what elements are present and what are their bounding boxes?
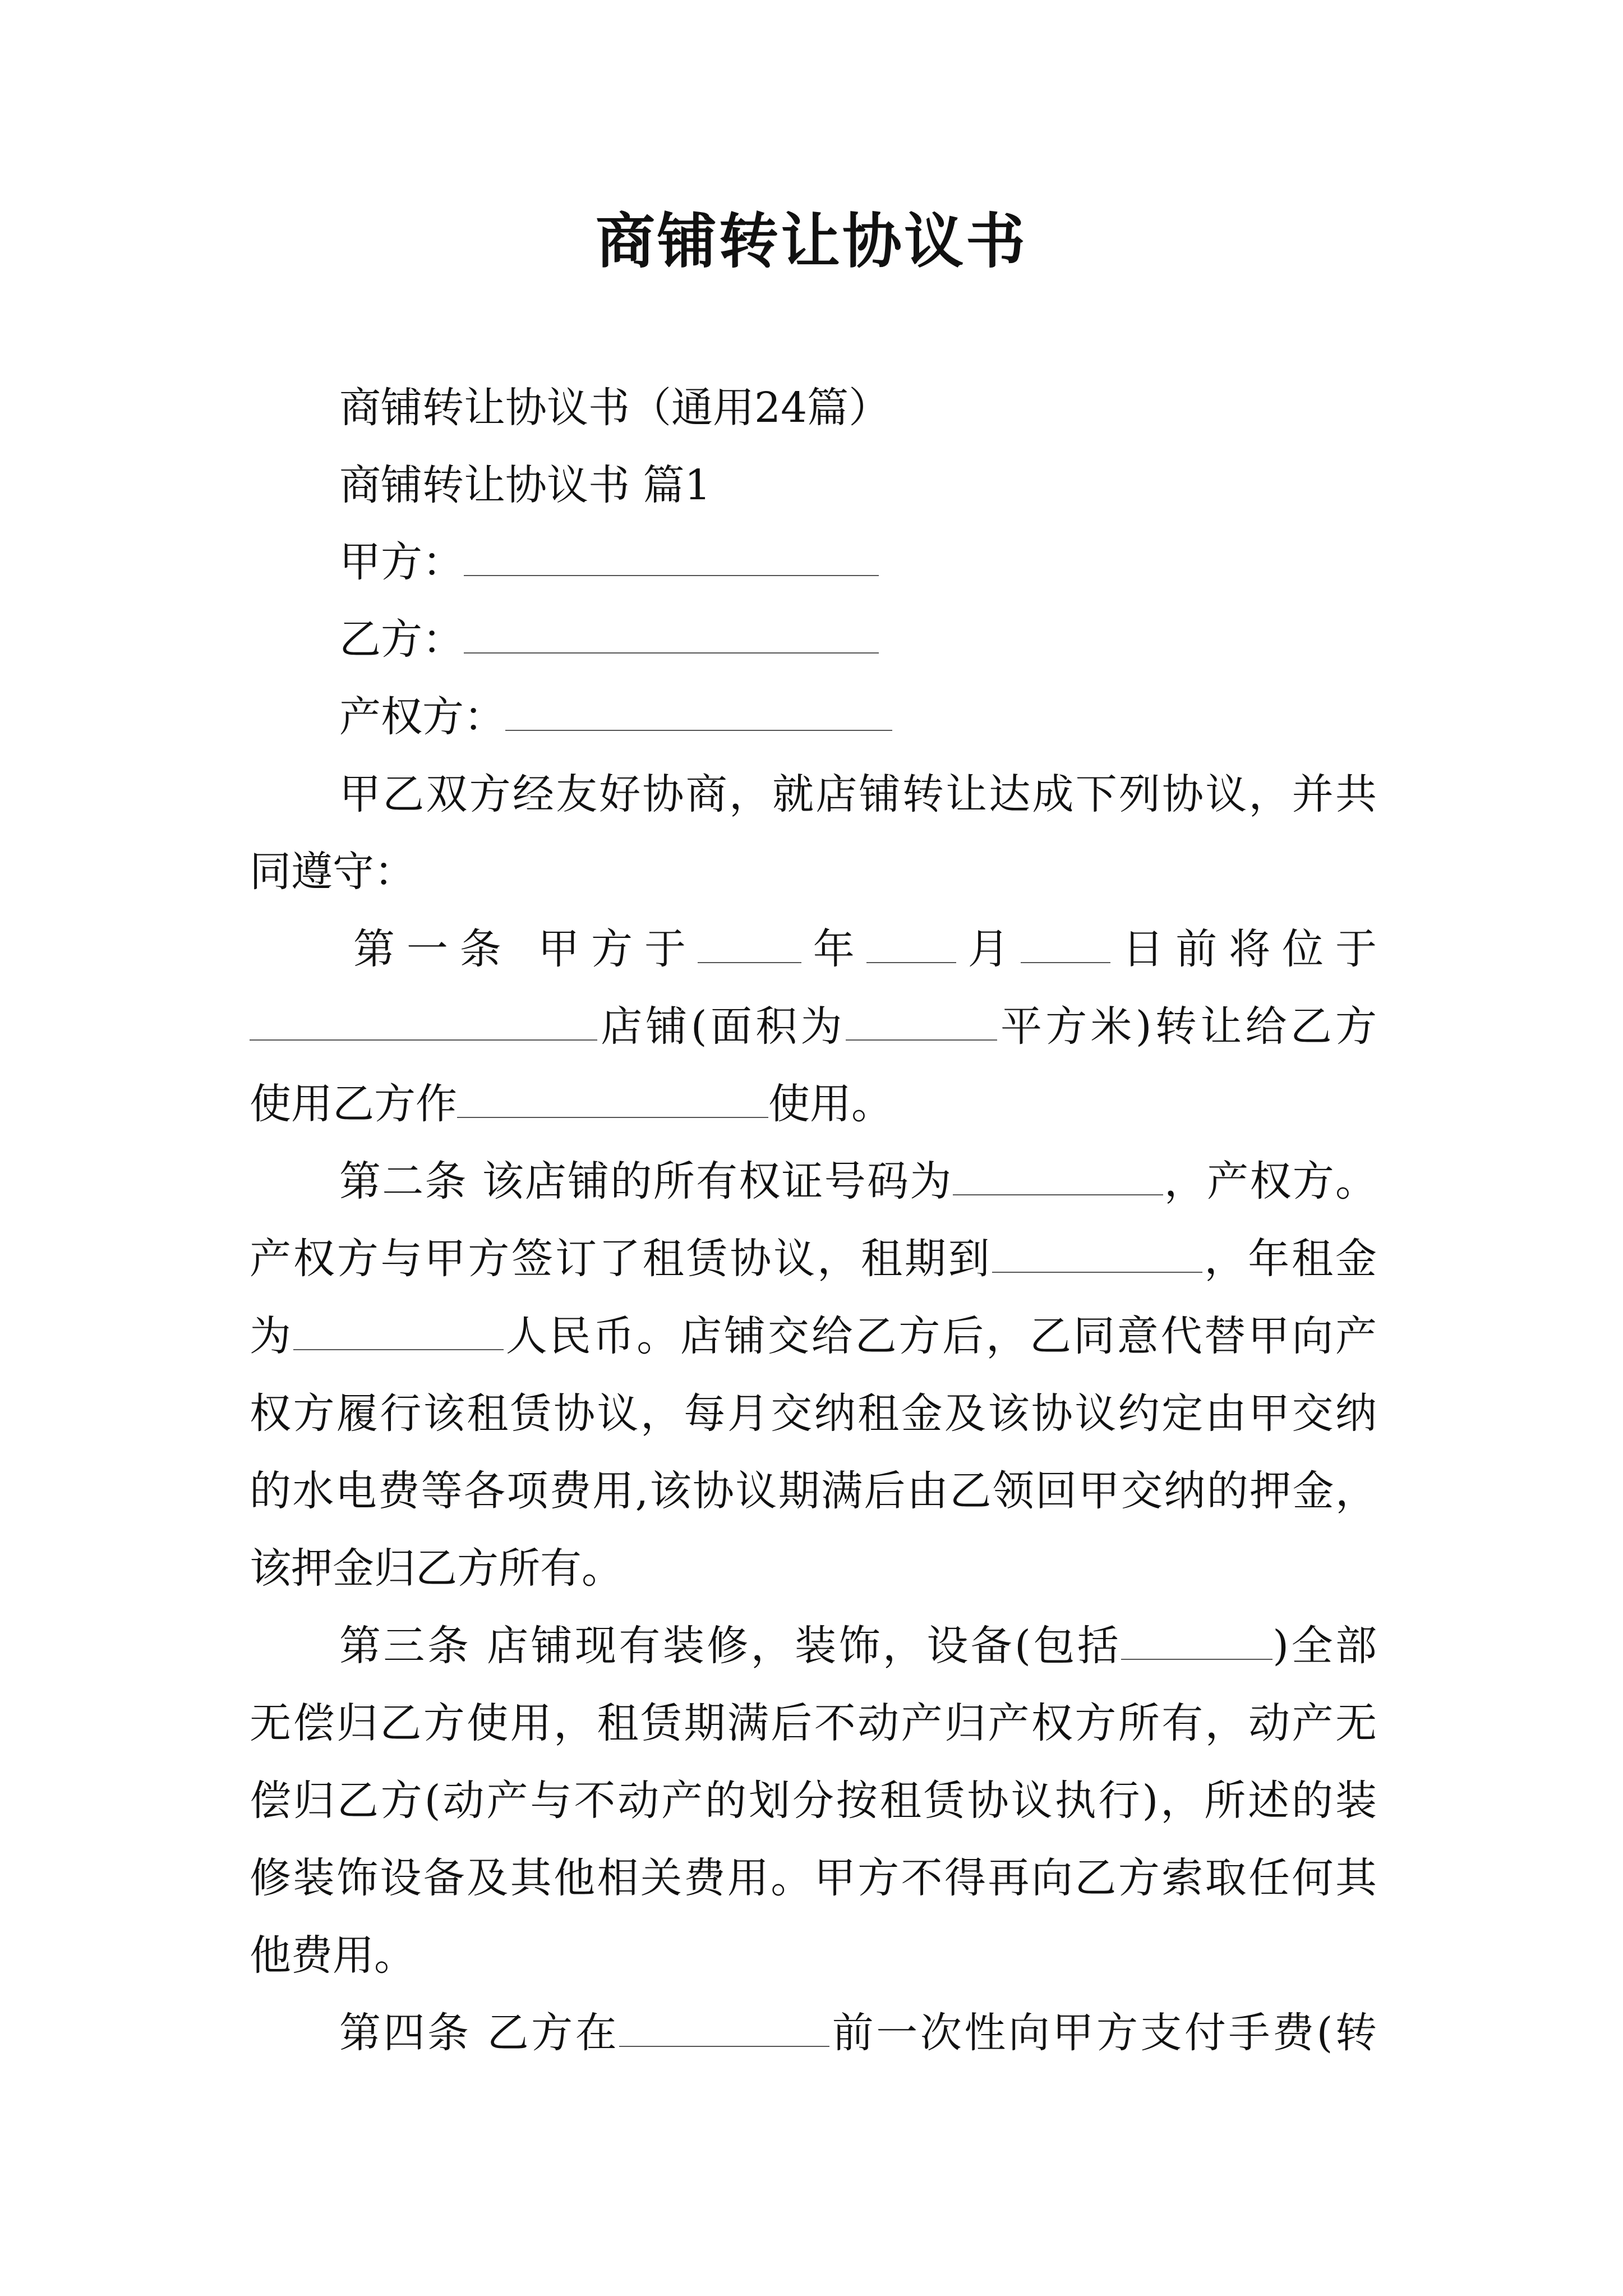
article-3-text-f: 他费用。: [250, 1931, 416, 1980]
article-1-text-f: 平方米)转让给乙方: [997, 1002, 1377, 1051]
article-2-line-6: [250, 1540, 1377, 1596]
purpose-blank: [457, 1083, 768, 1118]
article-3-text-e: 修装饰设备及其他相关费用。甲方不得再向乙方索取任何其: [250, 1854, 1377, 1902]
article-1-text-b: 年: [801, 925, 866, 973]
owner-line: [339, 689, 1377, 745]
article-4-text-a: 第四条 乙方在: [339, 2009, 620, 2057]
article-2-text-i: 该押金归乙方所有。: [250, 1544, 623, 1593]
payment-date-blank: [619, 2012, 829, 2047]
year-blank: [698, 928, 801, 963]
party-a-line: [339, 534, 1377, 590]
party-b-label: 乙方：: [339, 615, 464, 664]
article-1-text-a: 第一条 甲方于: [353, 925, 698, 973]
owner-label: 产权方：: [339, 693, 505, 741]
article-3-text-b: )全部: [1272, 1622, 1377, 1670]
article-1-line-2: [250, 999, 1377, 1055]
owner-blank: [505, 696, 892, 731]
article-2-text-c: 产权方与甲方签订了租赁协议，租期到: [250, 1235, 992, 1283]
document-title: 商铺转让协议书: [596, 206, 1027, 276]
chapter-text: 商铺转让协议书 篇1: [339, 461, 711, 509]
intro-text-2: 同遵守：: [250, 848, 416, 896]
intro-text-1: 甲乙双方经友好协商，就店铺转让达成下列协议，并共: [339, 770, 1377, 818]
article-2-line-2: [250, 1231, 1377, 1287]
article-3-text-a: 第三条 店铺现有装修，装饰，设备(包括: [339, 1622, 1122, 1670]
party-a-blank: [464, 541, 879, 576]
party-a-label: 甲方：: [339, 538, 464, 586]
article-1-text-e: 店铺(面积为: [597, 1002, 846, 1051]
article-3-text-c: 无偿归乙方使用，租赁期满后不动产归产权方所有，动产无: [250, 1699, 1377, 1747]
article-4-text-b: 前一次性向甲方支付手费(转: [829, 2009, 1377, 2057]
article-2-line-3: [250, 1308, 1377, 1364]
certificate-blank: [953, 1161, 1163, 1195]
intro-line-2: [250, 844, 1377, 900]
article-3-line-5: [250, 1927, 1377, 1984]
article-3-line-2: [250, 1695, 1377, 1751]
chapter-heading: [339, 457, 1377, 513]
article-1-text-h: 使用。: [768, 1080, 893, 1128]
day-blank: [1021, 928, 1110, 963]
party-b-blank: [464, 619, 879, 654]
article-2-text-h: 的水电费等各项费用,该协议期满后由乙领回甲交纳的押金，: [250, 1467, 1377, 1515]
article-2-text-a: 第二条 该店铺的所有权证号码为: [339, 1157, 953, 1205]
lease-term-blank: [992, 1238, 1202, 1273]
article-4-line-1: [339, 2005, 1377, 2061]
month-blank: [866, 928, 956, 963]
article-1-line-3: [250, 1076, 1377, 1132]
article-3-text-d: 偿归乙方(动产与不动产的划分按租赁协议执行)，所述的装: [250, 1777, 1377, 1825]
article-2-line-5: [250, 1463, 1377, 1519]
intro-line-1: [339, 766, 1377, 822]
article-1-line-1: [353, 921, 1377, 977]
equipment-blank: [1121, 1625, 1272, 1660]
article-3-line-4: [250, 1850, 1377, 1906]
subtitle-text: 商铺转让协议书（通用24篇）: [339, 384, 891, 432]
article-2-line-4: [250, 1386, 1377, 1442]
area-blank: [846, 1006, 997, 1041]
party-b-line: [339, 611, 1377, 668]
article-1-text-g: 使用乙方作: [250, 1080, 457, 1128]
article-3-line-1: [339, 1618, 1377, 1674]
article-2-line-1: [339, 1153, 1377, 1209]
article-2-text-d: ，年租金: [1202, 1235, 1377, 1283]
article-3-line-3: [250, 1773, 1377, 1829]
subtitle-line: [339, 380, 1377, 436]
article-2-text-f: 人民币。店铺交给乙方后，乙同意代替甲向产: [503, 1312, 1377, 1360]
article-1-text-c: 月: [956, 925, 1021, 973]
article-2-text-b: ，产权方。: [1163, 1157, 1377, 1205]
location-blank: [250, 1006, 597, 1041]
article-2-text-e: 为: [250, 1312, 293, 1360]
article-2-text-g: 权方履行该租赁协议，每月交纳租金及该协议约定由甲交纳: [250, 1389, 1377, 1438]
article-1-text-d: 日前将位于: [1110, 925, 1377, 973]
rent-blank: [293, 1315, 504, 1350]
